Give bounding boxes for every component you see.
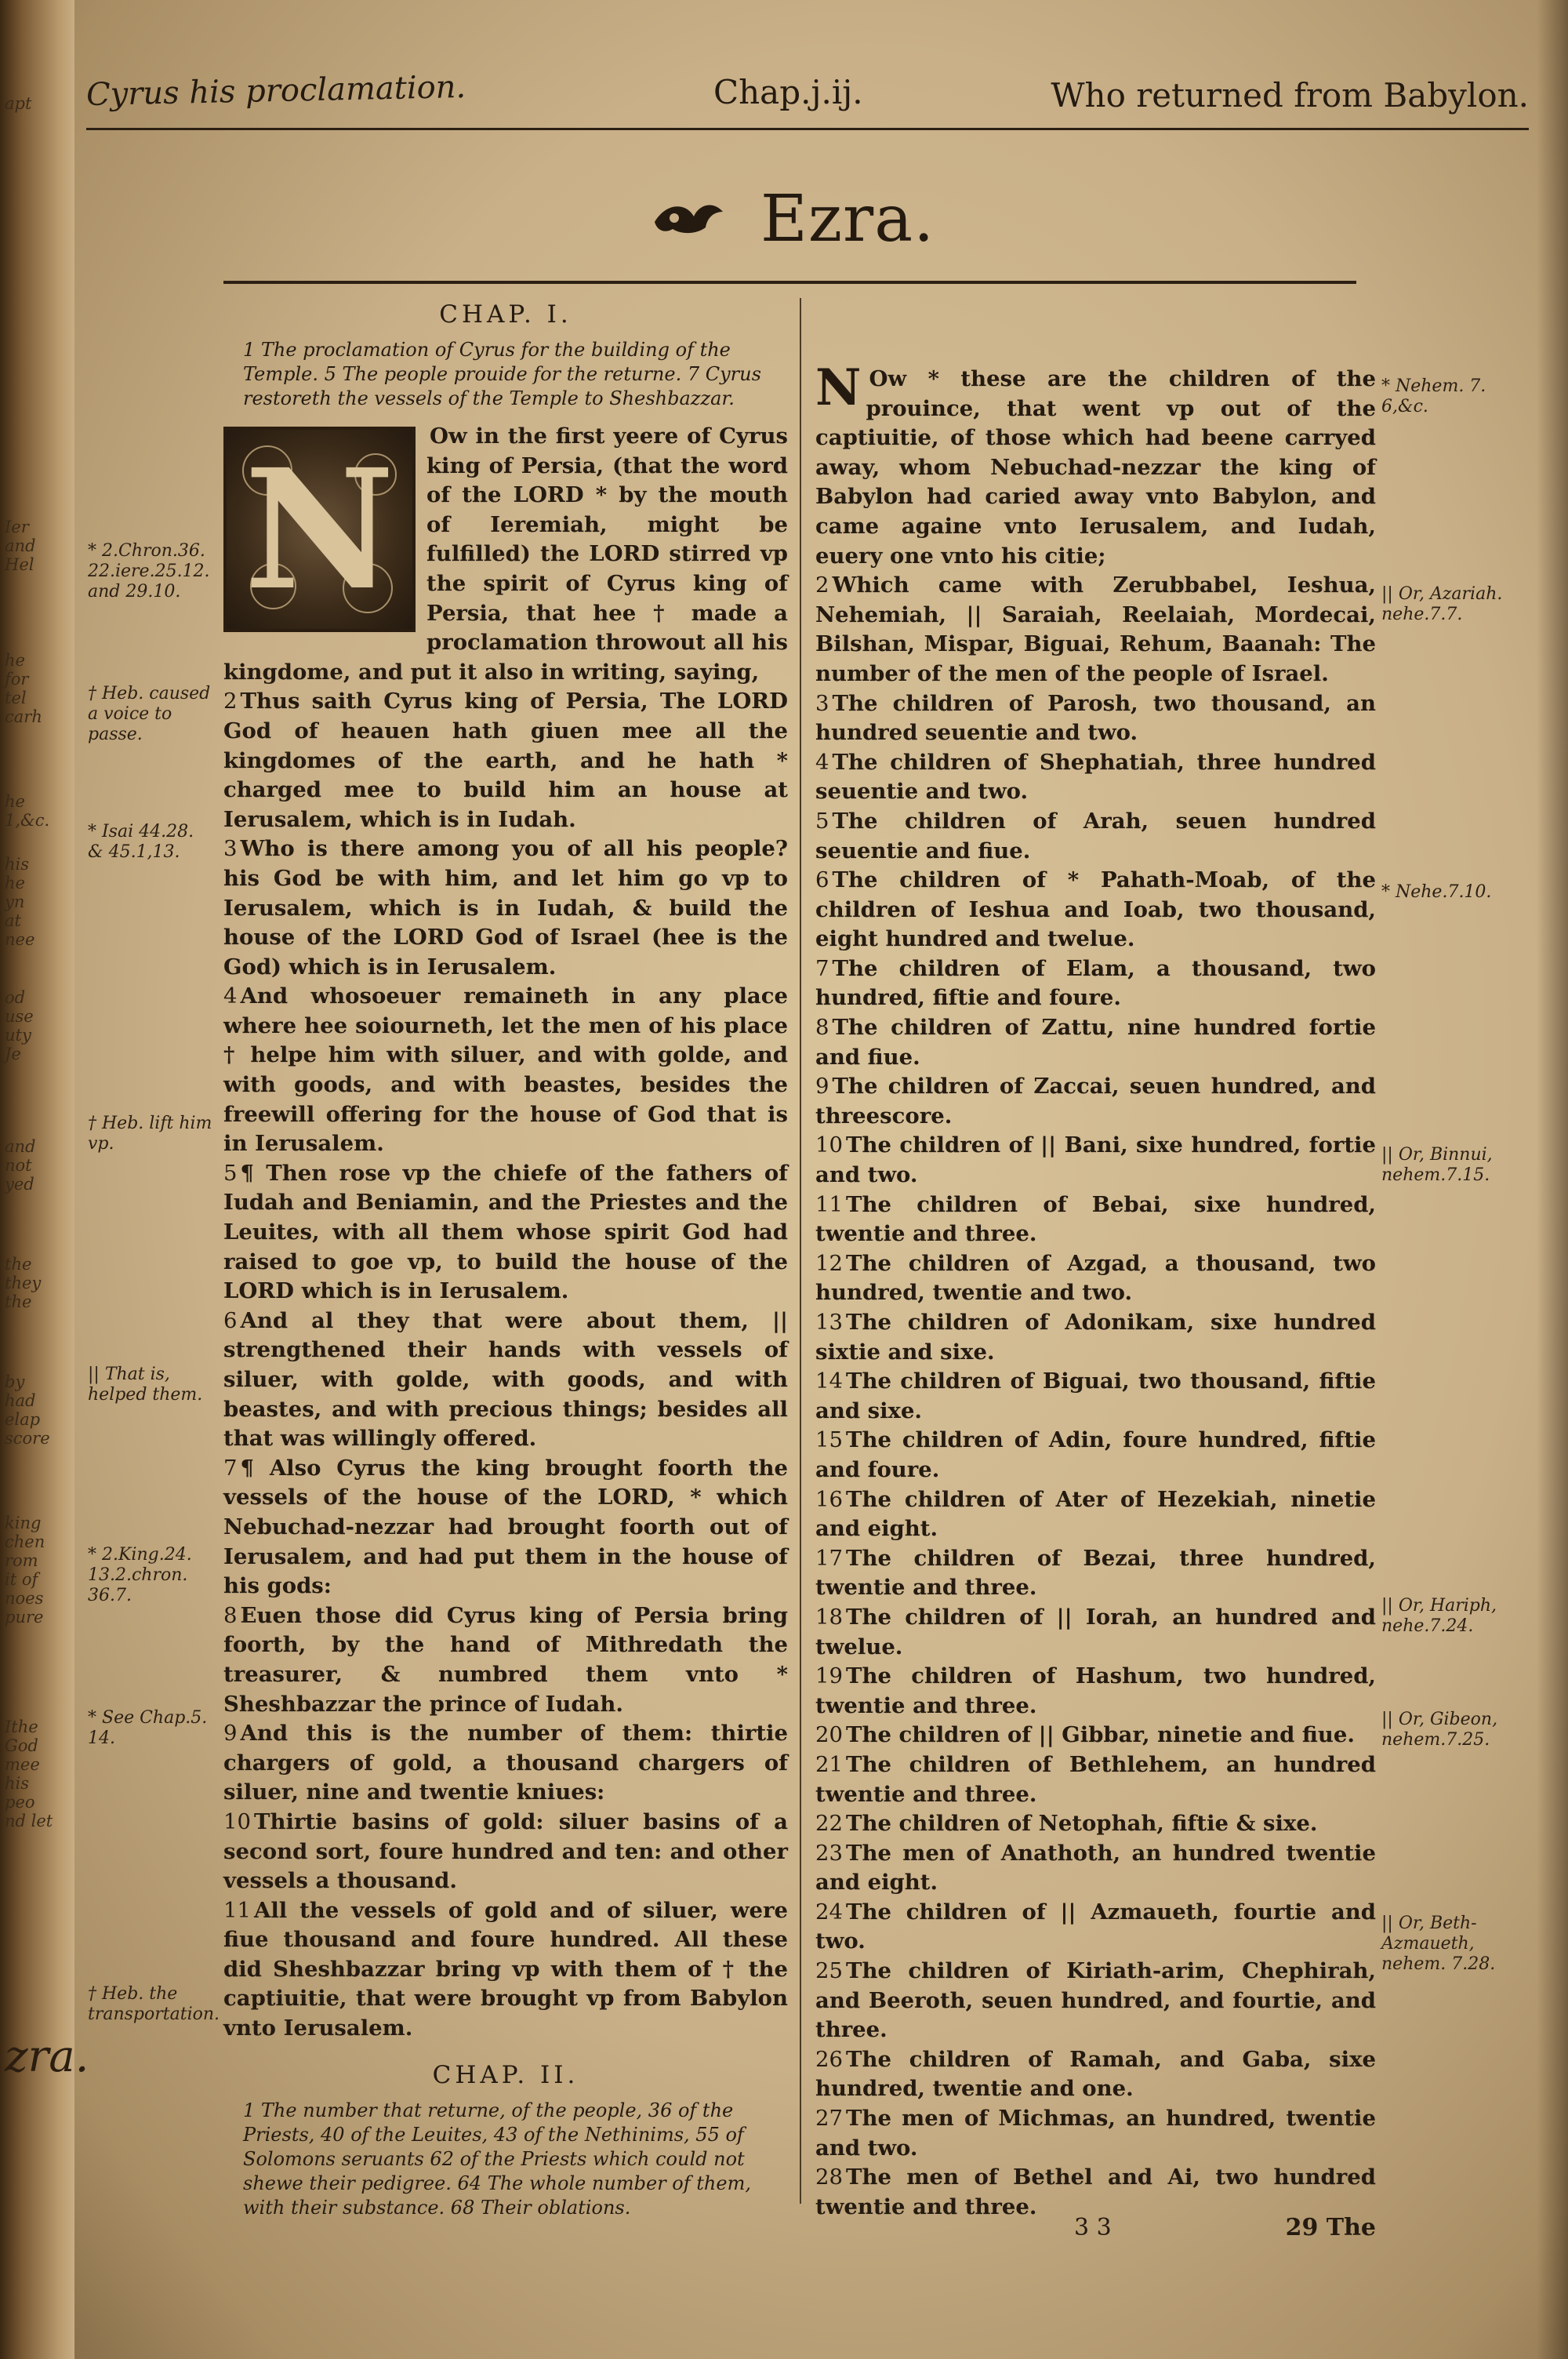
verse: 27 The men of Michmas, an hundred, twentie and two.	[815, 2106, 1376, 2161]
verse: 25 The children of Kiriath-arim, Chephirah, and Beeroth, seuen hundred, and fourtie, and three.	[815, 1958, 1376, 2043]
verse: 4 And whosoeuer remaineth in any place where hee soiourneth, let the men of his place † helpe him with siluer, and with golde, and with goods, and with beastes, besides the freewill offering for the house of God that is in Ierusalem.	[223, 983, 788, 1157]
margin-gloss: || Or, Beth-Azmaueth, nehem. 7.28.	[1381, 1914, 1496, 1974]
verse: N Ow * these are the children of the prouince, that went vp out of the captiuitie, of those which had beene carryed away, whom Nebuchad-nezzar the king of Babylon had caried away vnto Babylon, and came againe vnto Ierusalem, and Iudah, euery one vnto his citie;	[815, 358, 1376, 569]
verse: 11 All the vessels of gold and of siluer, were fiue thousand and foure hundred. All these did Sheshbazzar bring vp with them of † the captiuitie, that were brought vp from Babylon vnto Ierusalem.	[223, 1897, 788, 2041]
margin-gloss: || Or, Hariph, nehe.7.24.	[1381, 1596, 1497, 1636]
page-edge-shadow	[1537, 0, 1568, 2359]
verse: 12 The children of Azgad, a thousand, two hundred, twentie and two.	[815, 1250, 1376, 1306]
margin-gloss: † Heb. caused a voice to passe.	[88, 684, 211, 744]
spine-fragment: he for tel carh	[5, 651, 42, 726]
verse: 4 The children of Shephatiah, three hundred seuentie and two.	[815, 749, 1376, 805]
chapter-summary: 1 The proclamation of Cyrus for the building of the Temple. 5 The people prouide for the returne. 7 Cyrus restoreth the vessels of the Temple to Sheshbazzar.	[243, 339, 761, 409]
margin-gloss: * Nehe.7.10.	[1381, 882, 1492, 902]
spine-fragment: Ier and Hel	[5, 518, 36, 574]
verse: 3 The children of Parosh, two thousand, an hundred seuentie and two.	[815, 690, 1376, 746]
title-rule	[223, 281, 1356, 284]
verse: 11 The children of Bebai, sixe hundred, twentie and three.	[815, 1191, 1376, 1247]
verse: 5 ¶ Then rose vp the chiefe of the fathers of Iudah and Beniamin, and the Priestes and the Leuites, with all them whose spirit God had raised to goe vp, to build the house of the LORD which is in Ierusalem.	[223, 1160, 788, 1304]
running-head-rule	[86, 128, 1529, 130]
verse: 20 The children of || Gibbar, ninetie and fiue.	[815, 1722, 1355, 1748]
spine-fragment: by had elap score	[5, 1372, 50, 1448]
running-head-right: Who returned from Babylon.	[1051, 76, 1529, 114]
margin-gloss: * 2.King.24. 13.2.chron. 36.7.	[88, 1545, 192, 1605]
margin-gloss: * Nehem. 7. 6,&c.	[1381, 376, 1486, 416]
verse: 26 The children of Ramah, and Gaba, sixe hundred, twentie and one.	[815, 2046, 1376, 2102]
verse: 7 The children of Elam, a thousand, two hundred, fiftie and foure.	[815, 955, 1376, 1011]
spine-book-title: zra.	[5, 2031, 89, 2082]
verse: 24 The children of || Azmaueth, fourtie and two.	[815, 1899, 1376, 1954]
verse: 6 The children of * Pahath-Moab, of the children of Ieshua and Ioab, two thousand, eight hundred and twelue.	[815, 867, 1376, 952]
book-title: Ezra.	[760, 182, 935, 256]
running-head	[86, 67, 1529, 137]
verse: 17 The children of Bezai, three hundred, twentie and three.	[815, 1545, 1376, 1601]
verse: 18 The children of || Iorah, an hundred and twelue.	[815, 1604, 1376, 1659]
adjacent-page-spine	[0, 0, 89, 2359]
verse: 19 The children of Hashum, two hundred, twentie and three.	[815, 1663, 1376, 1718]
margin-gloss: || Or, Gibeon, nehem.7.25.	[1381, 1710, 1498, 1750]
margin-gloss: || Or, Azariah. nehe.7.7.	[1381, 584, 1503, 624]
verse: 23 The men of Anathoth, an hundred twentie and eight.	[815, 1840, 1376, 1896]
spine-fragment: the they the	[5, 1255, 42, 1311]
verse: 9 The children of Zaccai, seuen hundred, and threescore.	[815, 1074, 1376, 1129]
chapter-summary: 1 The number that returne, of the people, 36 of the Priests, 40 of the Leuites, 43 of the Nethinims, 55 of Solomons seruants 62 of the Priests which could not shewe their pedigree. 64 The whole number of them, with their substance. 68 Their oblations.	[243, 2099, 751, 2219]
verse: 16 The children of Ater of Hezekiah, ninetie and eight.	[815, 1486, 1376, 1542]
verse: 2 Which came with Zerubbabel, Ieshua, Nehemiah, || Saraiah, Reelaiah, Mordecai, Bilshan, Mispar, Biguai, Rehum, Baanah: The number of the men of the people of Israel.	[815, 572, 1376, 686]
drop-cap-letter: N	[244, 432, 395, 627]
verse: 15 The children of Adin, foure hundred, fiftie and foure.	[815, 1427, 1376, 1482]
verse: 6 And al they that were about them, || strengthened their hands with vessels of siluer, with golde, with goods, and with beastes, and with precious things; besides all that was willingly offered.	[223, 1307, 788, 1452]
catchword: 29 The	[1285, 2214, 1376, 2241]
verse: 28 The men of Bethel and Ai, two hundred twentie and three.	[815, 2165, 1376, 2219]
verse: 10 Thirtie basins of gold: siluer basins of a second sort, foure hundred and ten: and other vessels a thousand.	[223, 1808, 788, 1894]
margin-gloss: * See Chap.5. 14.	[88, 1708, 208, 1748]
verse: 13 The children of Adonikam, sixe hundred sixtie and sixe.	[815, 1310, 1376, 1365]
verse: Ow in the first yeere of Cyrus king of Persia, (that the word of the LORD * by the mouth of Ieremiah, might be fulfilled) the LORD stirred vp the spirit of Cyrus king of Persia, that hee † made a proclamation throwout all his kingdome, and put it also in writing, saying,	[223, 423, 788, 685]
spine-fragment: apt	[5, 94, 32, 113]
spine-fragment: he 1,&c.	[5, 792, 50, 830]
verse: 10 The children of || Bani, sixe hundred, fortie and two.	[815, 1132, 1376, 1188]
spine-fragment: od use uty Je	[5, 988, 34, 1063]
verse: 8 The children of Zattu, nine hundred fortie and fiue.	[815, 1015, 1376, 1070]
spine-fragment: Ithe God mee his peo nd let	[5, 1717, 53, 1830]
margin-gloss: † Heb. the transportation.	[88, 1984, 220, 2024]
running-head-chapter: Chap.j.ij.	[713, 73, 863, 111]
column-divider	[800, 298, 801, 2204]
verse: 21 The children of Bethlehem, an hundred twentie and three.	[815, 1751, 1376, 1807]
verse: 3 Who is there among you of all his people? his God be with him, and let him go vp to Ierusalem, which is in Iudah, & build the house of the LORD God of Israel (hee is the God) which is in Ierusalem.	[223, 836, 788, 980]
verse: 5 The children of Arah, seuen hundred seuentie and fiue.	[815, 808, 1376, 863]
page-footer	[815, 2214, 1376, 2245]
margin-gloss: † Heb. lift him vp.	[88, 1114, 212, 1154]
margin-gloss: * 2.Chron.36. 22.iere.25.12. and 29.10.	[88, 541, 210, 602]
verse: 7 ¶ Also Cyrus the king brought foorth the vessels of the house of the LORD, * which Nebuchad-nezzar had brought foorth out of Ierusalem, and had put them in the house of his gods:	[223, 1455, 788, 1599]
chapter-heading: CHAP. I.	[439, 300, 572, 329]
margin-gloss: || That is, helped them.	[88, 1365, 203, 1405]
right-column	[815, 294, 1376, 2222]
verse: 14 The children of Biguai, two thousand, fiftie and sixe.	[815, 1369, 1376, 1423]
margin-gloss: || Or, Binnui, nehem.7.15.	[1381, 1145, 1493, 1185]
verse: 9 And this is the number of them: thirtie chargers of gold, a thousand chargers of siluer, nine and twentie kniues:	[223, 1721, 788, 1805]
verse: 8 Euen those did Cyrus king of Persia bring foorth, by the hand of Mithredath the treasurer, & numbred them vnto * Sheshbazzar the prince of Iudah.	[223, 1602, 788, 1717]
running-head-left: Cyrus his proclamation.	[85, 68, 466, 114]
fleuron-icon	[651, 194, 729, 242]
spine-fragment: his he yn at nee	[5, 855, 35, 949]
drop-cap-ornament	[223, 427, 416, 632]
drop-cap-letter-n: N	[815, 358, 862, 417]
verse: 22 The children of Netophah, fiftie & sixe.	[815, 1811, 1318, 1837]
margin-gloss: * Isai 44.28. & 45.1,13.	[88, 822, 194, 862]
chapter-heading: CHAP. II.	[432, 2060, 579, 2089]
left-column	[223, 294, 788, 2231]
verse: 2 Thus saith Cyrus king of Persia, The LORD God of heauen hath giuen mee all the kingdomes of the earth, and he hath * charged mee to build him an house at Ierusalem, which is in Iudah.	[223, 689, 788, 832]
signature-mark: 3 3	[1074, 2214, 1112, 2241]
spine-fragment: king chen rom it of noes pure	[5, 1514, 45, 1627]
spine-fragment: and not yed	[5, 1137, 36, 1194]
